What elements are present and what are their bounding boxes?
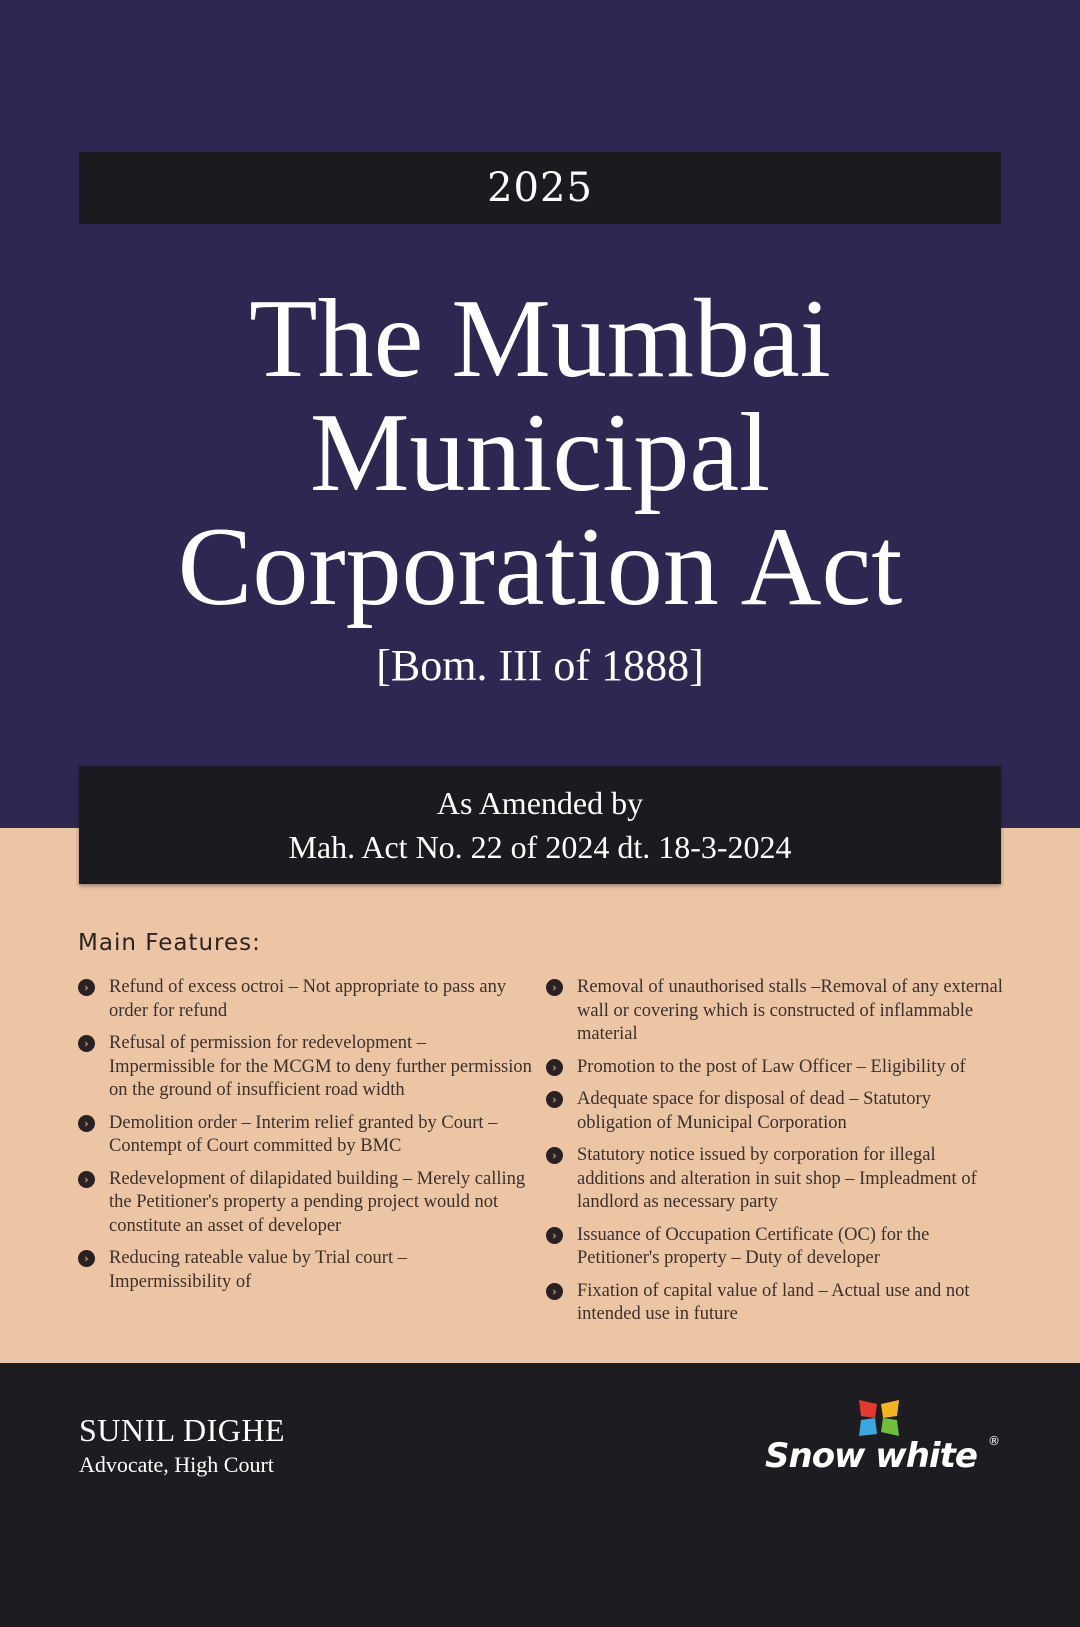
feature-text: Refusal of permission for redevelopment – Impermissible for the MCGM to deny further permission on the ground of insufficient road width [109, 1033, 532, 1100]
feature-text: Reducing rateable value by Trial court – Impermissibility of [109, 1248, 407, 1292]
author-role: Advocate, High Court [79, 1452, 274, 1477]
feature-text: Demolition order – Interim relief granted by Court – Contempt of Court committed by BMC [109, 1112, 498, 1156]
feature-item [546, 1224, 1006, 1271]
feature-text: Statutory notice issued by corporation for illegal additions and alteration in suit shop – Impleadment of landlord as necessary party [577, 1145, 977, 1212]
amendment-line: Mah. Act No. 22 of 2024 dt. 18-3-2024 [288, 829, 792, 865]
feature-item [546, 1056, 1006, 1080]
bullet-arrow-icon: › [78, 1171, 95, 1188]
feature-text: Adequate space for disposal of dead – Statutory obligation of Municipal Corporation [577, 1089, 931, 1133]
bullet-arrow-icon: › [78, 1115, 95, 1132]
amendment-line: As Amended by [436, 785, 644, 821]
feature-item [546, 1088, 1006, 1135]
edition-year: 2025 [487, 165, 593, 211]
publisher-name: Snow white [765, 1436, 977, 1476]
title-line: Municipal [309, 391, 771, 515]
bullet-arrow-icon: › [546, 1227, 563, 1244]
title-line: Corporation Act [177, 505, 903, 629]
feature-item [78, 1112, 533, 1159]
feature-text: Promotion to the post of Law Officer – Eligibility of [577, 1056, 966, 1077]
bullet-arrow-icon: › [546, 979, 563, 996]
feature-item [78, 1247, 533, 1294]
features-heading: Main Features: [78, 930, 261, 956]
bullet-arrow-icon: › [546, 1283, 563, 1300]
bullet-arrow-icon: › [78, 1035, 95, 1052]
feature-item [546, 976, 1006, 1047]
feature-text: Refund of excess octroi – Not appropriate to pass any order for refund [109, 977, 507, 1021]
feature-item [78, 1168, 533, 1239]
bullet-arrow-icon: › [78, 1250, 95, 1267]
feature-item [78, 1032, 533, 1103]
act-citation: [Bom. III of 1888] [376, 641, 704, 690]
registered-mark: ® [988, 1434, 1000, 1448]
title-line: The Mumbai [249, 277, 831, 401]
amendment-box [79, 766, 1001, 884]
author-name: SUNIL DIGHE [79, 1412, 286, 1448]
feature-item [78, 976, 533, 1023]
snow-white-logo-mark [857, 1398, 901, 1438]
feature-text: Removal of unauthorised stalls –Removal of any external wall or covering which is constructed of inflammable material [577, 977, 1003, 1044]
feature-text: Fixation of capital value of land – Actual use and not intended use in future [577, 1280, 970, 1324]
feature-text: Issuance of Occupation Certificate (OC) for the Petitioner's property – Duty of developer [577, 1224, 930, 1268]
bullet-arrow-icon: › [546, 1091, 563, 1108]
features-list-right [546, 976, 1006, 1336]
year-bar [79, 152, 1001, 224]
bullet-arrow-icon: › [546, 1059, 563, 1076]
features-list-left [78, 976, 533, 1303]
feature-text: Redevelopment of dilapidated building – Merely calling the Petitioner's property a pending project would not constitute an asset of developer [109, 1168, 526, 1236]
feature-item [546, 1144, 1006, 1215]
book-title [0, 277, 1080, 629]
bullet-arrow-icon: › [546, 1147, 563, 1164]
bullet-arrow-icon: › [78, 979, 95, 996]
feature-item [546, 1280, 1006, 1327]
publisher-logo [762, 1398, 1012, 1478]
